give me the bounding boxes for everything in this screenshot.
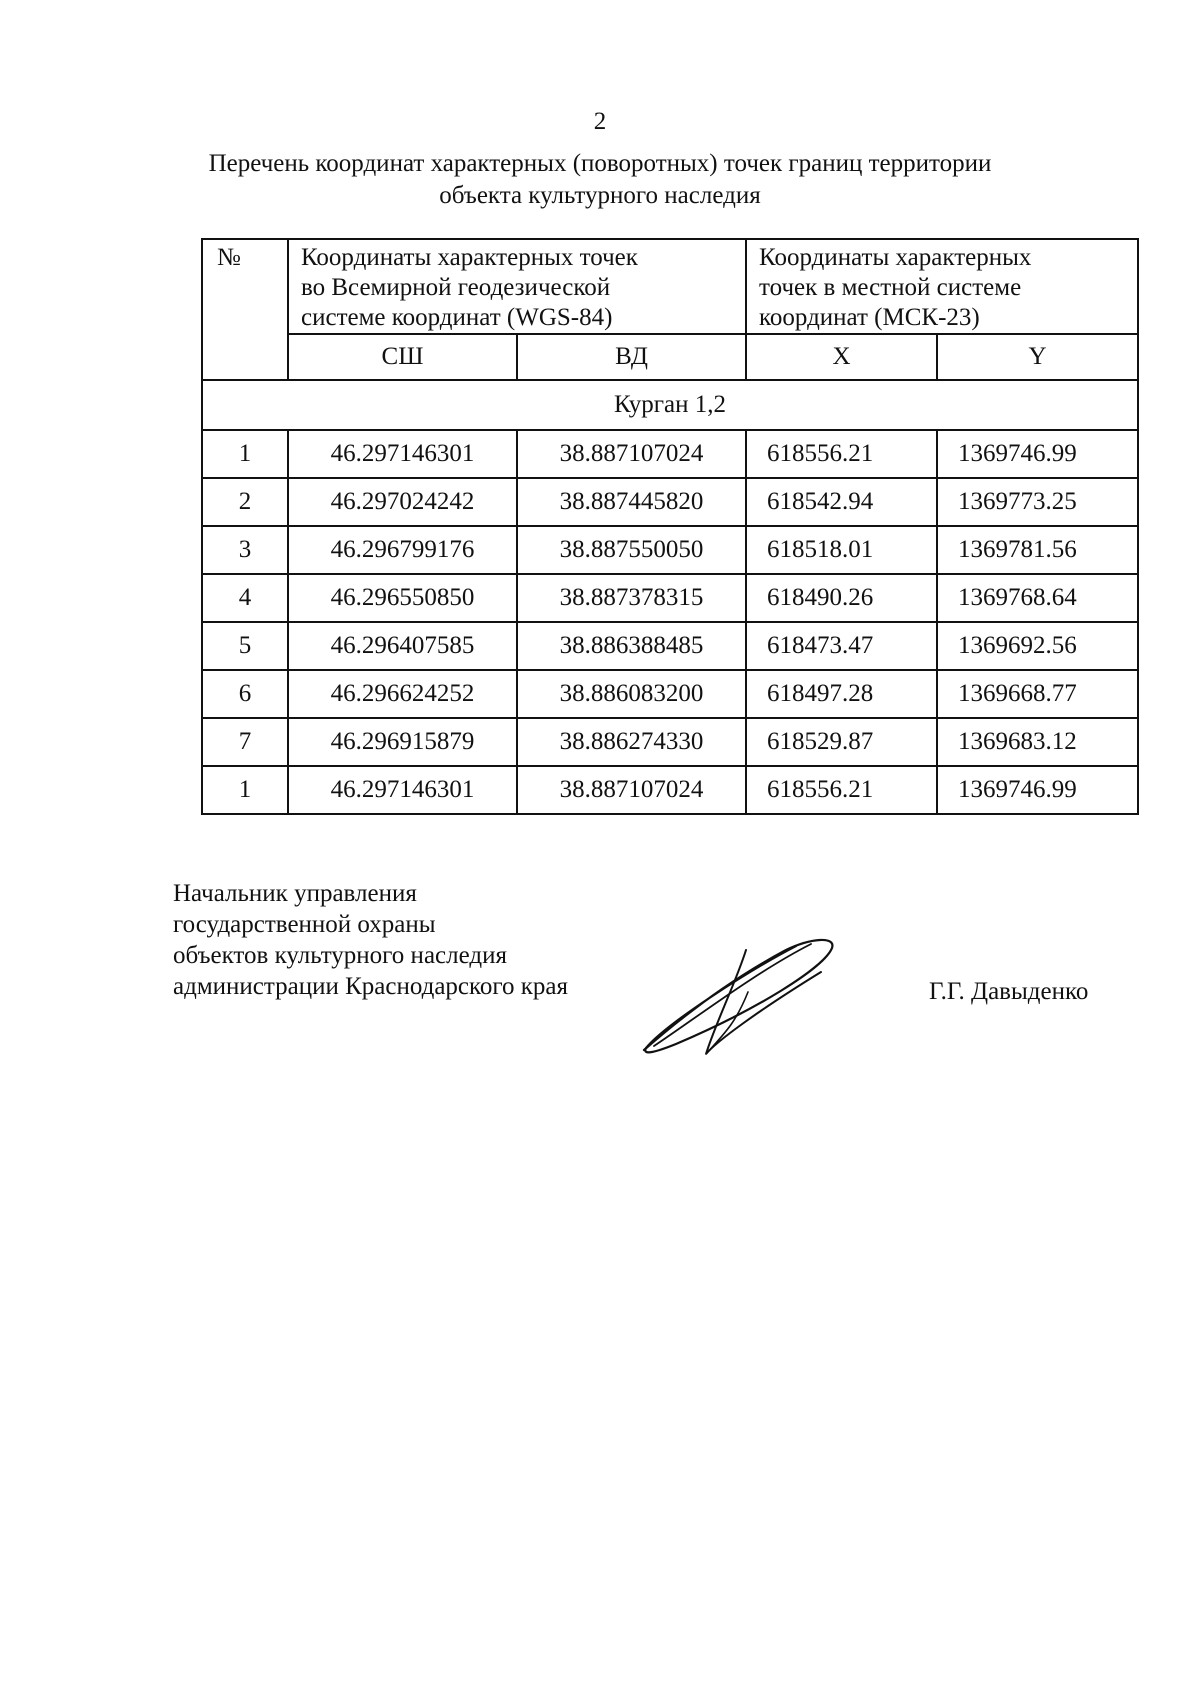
- coordinates-table: [201, 238, 1139, 815]
- cell-number: 1: [202, 430, 288, 478]
- document-title-line-2: объекта культурного наследия: [439, 182, 761, 209]
- table-row: [202, 622, 1138, 670]
- cell-latitude: 46.297024242: [288, 478, 517, 526]
- cell-x: 618556.21: [746, 430, 937, 478]
- signatory-position-line-3: объектов культурного наследия: [173, 942, 507, 969]
- cell-x: 618518.01: [746, 526, 937, 574]
- table-row: [202, 718, 1138, 766]
- section-row: [202, 380, 1138, 430]
- signatory-position-line-1: Начальник управления: [173, 880, 417, 907]
- header-x: X: [746, 334, 937, 380]
- cell-y: 1369668.77: [937, 670, 1138, 718]
- table-row: [202, 670, 1138, 718]
- handwritten-signature: [636, 932, 846, 1060]
- cell-number: 2: [202, 478, 288, 526]
- header-wgs84-group: [288, 239, 746, 334]
- cell-number: 4: [202, 574, 288, 622]
- cell-longitude: 38.887550050: [517, 526, 746, 574]
- cell-latitude: 46.296550850: [288, 574, 517, 622]
- cell-latitude: 46.297146301: [288, 766, 517, 814]
- signatory-position-line-2: государственной охраны: [173, 911, 436, 938]
- header-msk23-line-2: точек в местной системе: [759, 274, 1022, 301]
- cell-longitude: 38.886083200: [517, 670, 746, 718]
- header-wgs84-line-2: во Всемирной геодезической: [301, 274, 611, 301]
- table-row: [202, 766, 1138, 814]
- section-label: Курган 1,2: [202, 380, 1138, 430]
- header-msk23-line-3: координат (МСК-23): [759, 304, 980, 331]
- page-number: 2: [593, 108, 607, 135]
- table-row: [202, 478, 1138, 526]
- table-row: [202, 430, 1138, 478]
- cell-y: 1369692.56: [937, 622, 1138, 670]
- header-number: №: [202, 239, 288, 380]
- cell-longitude: 38.887378315: [517, 574, 746, 622]
- cell-longitude: 38.887107024: [517, 766, 746, 814]
- cell-longitude: 38.886274330: [517, 718, 746, 766]
- cell-x: 618497.28: [746, 670, 937, 718]
- cell-latitude: 46.297146301: [288, 430, 517, 478]
- table-header-row: [202, 239, 1138, 334]
- cell-y: 1369746.99: [937, 430, 1138, 478]
- header-y: Y: [937, 334, 1138, 380]
- document-title-line-1: Перечень координат характерных (поворотных) точек границ территории: [208, 150, 992, 177]
- document-title: [150, 148, 1050, 212]
- cell-latitude: 46.296624252: [288, 670, 517, 718]
- table-subheader-row: [202, 334, 1138, 380]
- signatory-position: [173, 878, 568, 1002]
- table-row: [202, 526, 1138, 574]
- cell-latitude: 46.296915879: [288, 718, 517, 766]
- cell-x: 618542.94: [746, 478, 937, 526]
- signatory-position-line-4: администрации Краснодарского края: [173, 973, 569, 1000]
- cell-y: 1369746.99: [937, 766, 1138, 814]
- cell-latitude: 46.296799176: [288, 526, 517, 574]
- cell-longitude: 38.887107024: [517, 430, 746, 478]
- cell-x: 618473.47: [746, 622, 937, 670]
- cell-y: 1369768.64: [937, 574, 1138, 622]
- cell-number: 6: [202, 670, 288, 718]
- cell-y: 1369683.12: [937, 718, 1138, 766]
- cell-y: 1369773.25: [937, 478, 1138, 526]
- cell-number: 1: [202, 766, 288, 814]
- table-row: [202, 574, 1138, 622]
- header-latitude: СШ: [288, 334, 517, 380]
- cell-x: 618490.26: [746, 574, 937, 622]
- cell-x: 618556.21: [746, 766, 937, 814]
- cell-longitude: 38.886388485: [517, 622, 746, 670]
- cell-latitude: 46.296407585: [288, 622, 517, 670]
- signer-name: Г.Г. Давыденко: [929, 978, 1089, 1005]
- header-longitude: ВД: [517, 334, 746, 380]
- header-wgs84-line-3: системе координат (WGS-84): [301, 304, 613, 331]
- header-msk23-group: [746, 239, 1138, 334]
- cell-number: 3: [202, 526, 288, 574]
- cell-number: 5: [202, 622, 288, 670]
- cell-number: 7: [202, 718, 288, 766]
- cell-x: 618529.87: [746, 718, 937, 766]
- header-wgs84-line-1: Координаты характерных точек: [301, 244, 638, 271]
- cell-longitude: 38.887445820: [517, 478, 746, 526]
- header-msk23-line-1: Координаты характерных: [759, 244, 1032, 271]
- cell-y: 1369781.56: [937, 526, 1138, 574]
